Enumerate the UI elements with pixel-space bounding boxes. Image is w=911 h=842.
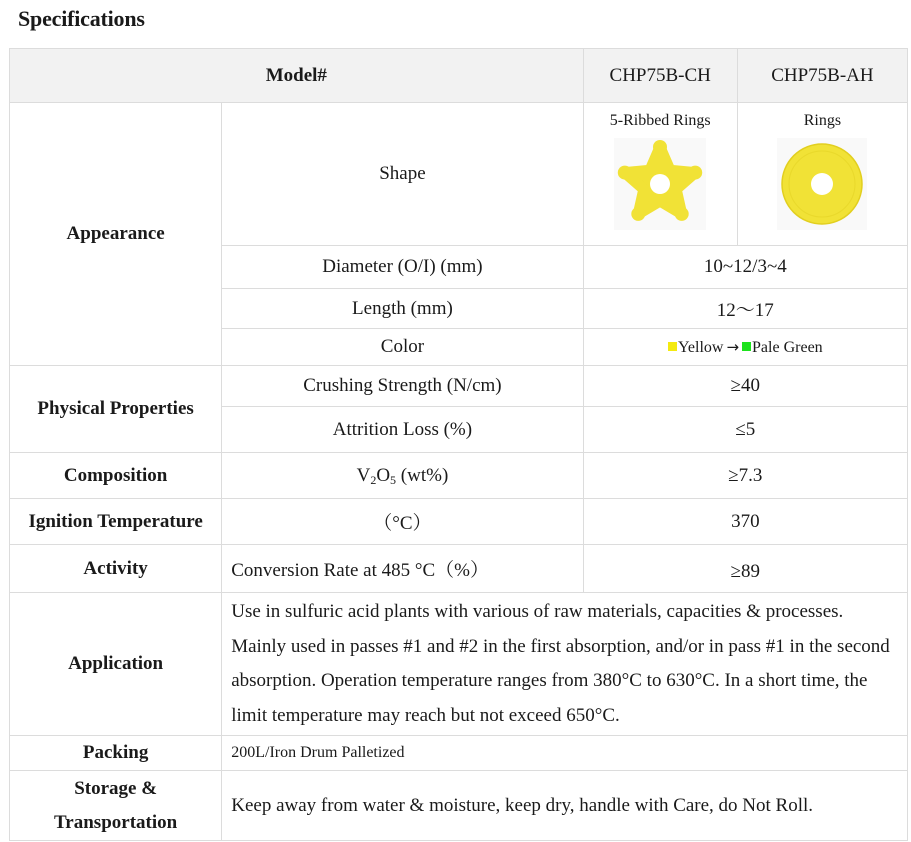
activity-desc: Conversion Rate at 485 °C（%） <box>222 545 583 593</box>
application-text: Use in sulfuric acid plants with various of raw materials, capacities & processes. Mainly used in passes #1 and #2 in the first absorption, and/or in pass #1 in the second absorption. Operation temperature ranges from 380°C to 630°C. In a short time, the limit temperature may reach but not exceed 650°C. <box>222 593 908 736</box>
storage-label-line1: Storage & <box>74 777 158 799</box>
v-symbol: V <box>356 464 371 486</box>
model-a: CHP75B-CH <box>583 49 737 103</box>
ignition-unit: （°C） <box>222 499 583 545</box>
table-row <box>10 545 908 593</box>
shape-a-cell <box>583 103 737 246</box>
attrition-loss-value: ≤5 <box>583 407 907 453</box>
application-label: Application <box>10 593 222 736</box>
five-ribbed-ring-image <box>614 138 706 230</box>
activity-label: Activity <box>10 545 222 593</box>
composition-desc <box>222 453 583 499</box>
packing-label: Packing <box>10 736 222 771</box>
color-value <box>583 329 907 366</box>
storage-label <box>10 771 222 841</box>
color-label: Color <box>222 329 583 366</box>
crushing-strength-value: ≥40 <box>583 366 907 407</box>
length-label: Length (mm) <box>222 289 583 329</box>
specifications-table <box>9 48 908 841</box>
physical-properties-label: Physical Properties <box>10 366 222 453</box>
composition-value: ≥7.3 <box>583 453 907 499</box>
diameter-label: Diameter (O/I) (mm) <box>222 246 583 289</box>
table-row <box>10 103 908 246</box>
activity-value: ≥89 <box>583 545 907 593</box>
composition-label: Composition <box>10 453 222 499</box>
o-subscript: 5 <box>390 472 397 487</box>
green-swatch-icon <box>742 342 751 351</box>
ring-image <box>777 138 867 230</box>
table-row <box>10 771 908 841</box>
attrition-loss-label: Attrition Loss (%) <box>222 407 583 453</box>
yellow-swatch-icon <box>668 342 677 351</box>
table-row <box>10 499 908 545</box>
shape-b-cell <box>737 103 907 246</box>
shape-b-name: Rings <box>803 112 842 129</box>
color-to: Pale Green <box>752 338 823 356</box>
appearance-label: Appearance <box>10 103 222 366</box>
length-value: 12～17 <box>583 289 907 329</box>
page-title: Specifications <box>18 6 145 31</box>
composition-unit: (wt%) <box>396 464 449 486</box>
table-row <box>10 593 908 736</box>
ignition-value: 370 <box>583 499 907 545</box>
o-symbol: O <box>376 464 391 486</box>
color-from: Yellow <box>677 338 724 356</box>
table-row <box>10 366 908 407</box>
table-header-row <box>10 49 908 103</box>
shape-a-name: 5-Ribbed Rings <box>609 112 711 129</box>
ignition-temperature-label: Ignition Temperature <box>10 499 222 545</box>
packing-value: 200L/Iron Drum Palletized <box>222 736 908 771</box>
table-row <box>10 453 908 499</box>
v-subscript: 2 <box>370 472 377 487</box>
shape-label: Shape <box>222 103 583 246</box>
crushing-strength-label: Crushing Strength (N/cm) <box>222 366 583 407</box>
storage-value: Keep away from water & moisture, keep dry, handle with Care, do Not Roll. <box>222 771 908 841</box>
diameter-value: 10~12/3~4 <box>583 246 907 289</box>
arrow-right-icon: → <box>726 337 740 356</box>
storage-label-line2: Transportation <box>54 811 178 833</box>
model-b: CHP75B-AH <box>737 49 907 103</box>
table-row <box>10 736 908 771</box>
model-label: Model# <box>10 49 584 103</box>
